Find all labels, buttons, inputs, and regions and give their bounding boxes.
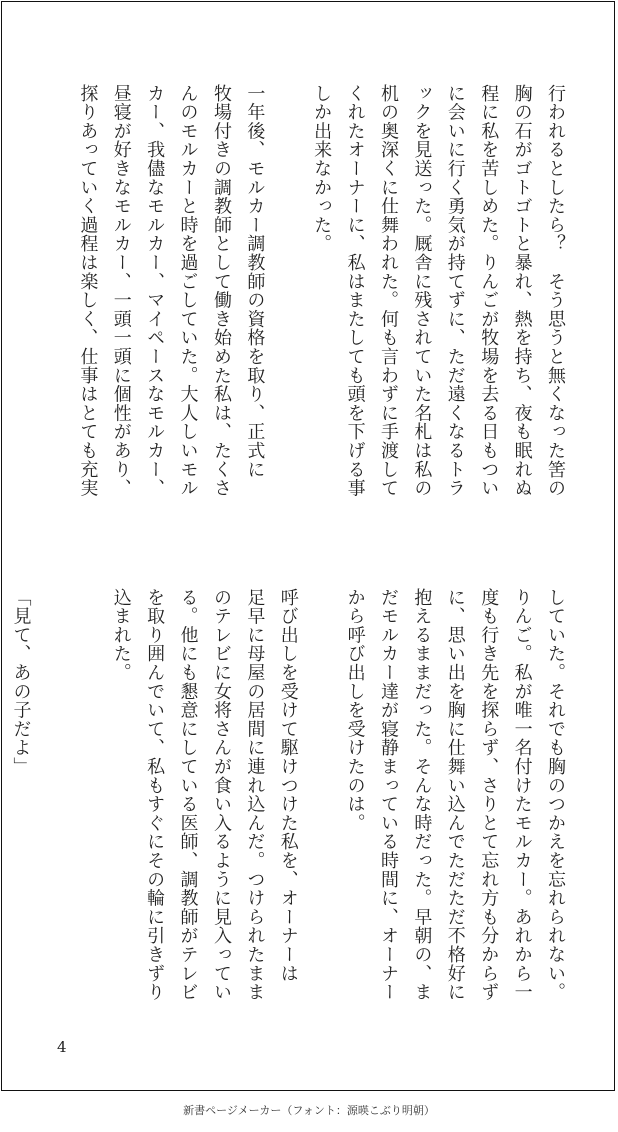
text-line: くれたオーナーに、私はまたしても頭を下げる事 <box>344 84 366 498</box>
text-line: 一年後、モルカー調教師の資格を取り、正式に <box>244 84 266 479</box>
text-line: 度も行き先を探らず、さりとて忘れ方も分からず <box>478 588 500 1002</box>
blank-line <box>38 588 71 1028</box>
text-line: ックを見送った。厩舎に残されていた名札は私の <box>411 84 433 498</box>
text-line: 抱えるままだった。そんな時だった。早朝の、ま <box>411 588 433 1002</box>
blank-line <box>71 588 104 1028</box>
text-line: 呼び出しを受けて駆けつけた私を、オーナーは <box>277 588 299 983</box>
text-line: 机の奥深くに仕舞われた。何も言わずに手渡して <box>377 84 399 498</box>
text-line: る。他にも懇意にしている医師、調教師がテレビ <box>177 588 199 1002</box>
text-line: んのモルカーと時を過ごしていた。大人しいモル <box>177 84 199 498</box>
text-line: 探りあっていく過程は楽しく、仕事はとても充実 <box>77 84 99 498</box>
blank-line <box>305 588 338 1028</box>
footer-credit: 新書ページメーカー（フォント：源暎こぶり明朝） <box>183 1104 435 1117</box>
text-line: に、思い出を胸に仕舞い込んでただただ不格好に <box>444 588 466 1002</box>
text-line: に会いに行く勇気が持てずに、ただ遠くなるトラ <box>444 84 466 498</box>
text-line: 程に私を苦しめた。りんごが牧場を去る日もつい <box>478 84 500 498</box>
text-line: 込まれた。 <box>110 588 132 682</box>
text-line: 「見て、あの子だよ」 <box>10 588 32 776</box>
text-line: 牧場付きの調教師として働き始めた私は、たくさ <box>210 84 232 498</box>
page-number: 4 <box>57 1038 67 1056</box>
text-line: 胸の石がゴトゴトと暴れ、熱を持ち、夜も眠れぬ <box>511 84 533 498</box>
text-line: を取り囲んでいて、私もすぐにその輪に引きずり <box>144 588 166 1002</box>
text-block-bottom <box>4 588 572 1028</box>
text-line: しか出来なかった。 <box>311 84 333 254</box>
book-page <box>1 1 615 1091</box>
text-line: りんご。私が唯一名付けたモルカー。あれから一 <box>511 588 533 1002</box>
text-line: 足早に母屋の居間に連れ込んだ。つけられたまま <box>244 588 266 1002</box>
text-line: カー、我儘なモルカー、マイペースなモルカー、 <box>144 84 166 498</box>
text-line: だモルカー達が寝静まっている時間に、オーナー <box>377 588 399 1002</box>
blank-line <box>271 84 304 524</box>
text-line: から呼び出しを受けたのは。 <box>344 588 366 833</box>
text-line: 行われるとしたら？ そう思うと無くなった筈の <box>545 84 566 498</box>
text-line: していた。それでも胸のつかえを忘れられない。 <box>545 588 566 1002</box>
text-line: 昼寝が好きなモルカー、一頭一頭に個性があり、 <box>110 84 132 498</box>
text-block-top <box>71 84 572 524</box>
text-line: のテレビに女将さんが食い入るように見入ってい <box>210 588 232 1002</box>
